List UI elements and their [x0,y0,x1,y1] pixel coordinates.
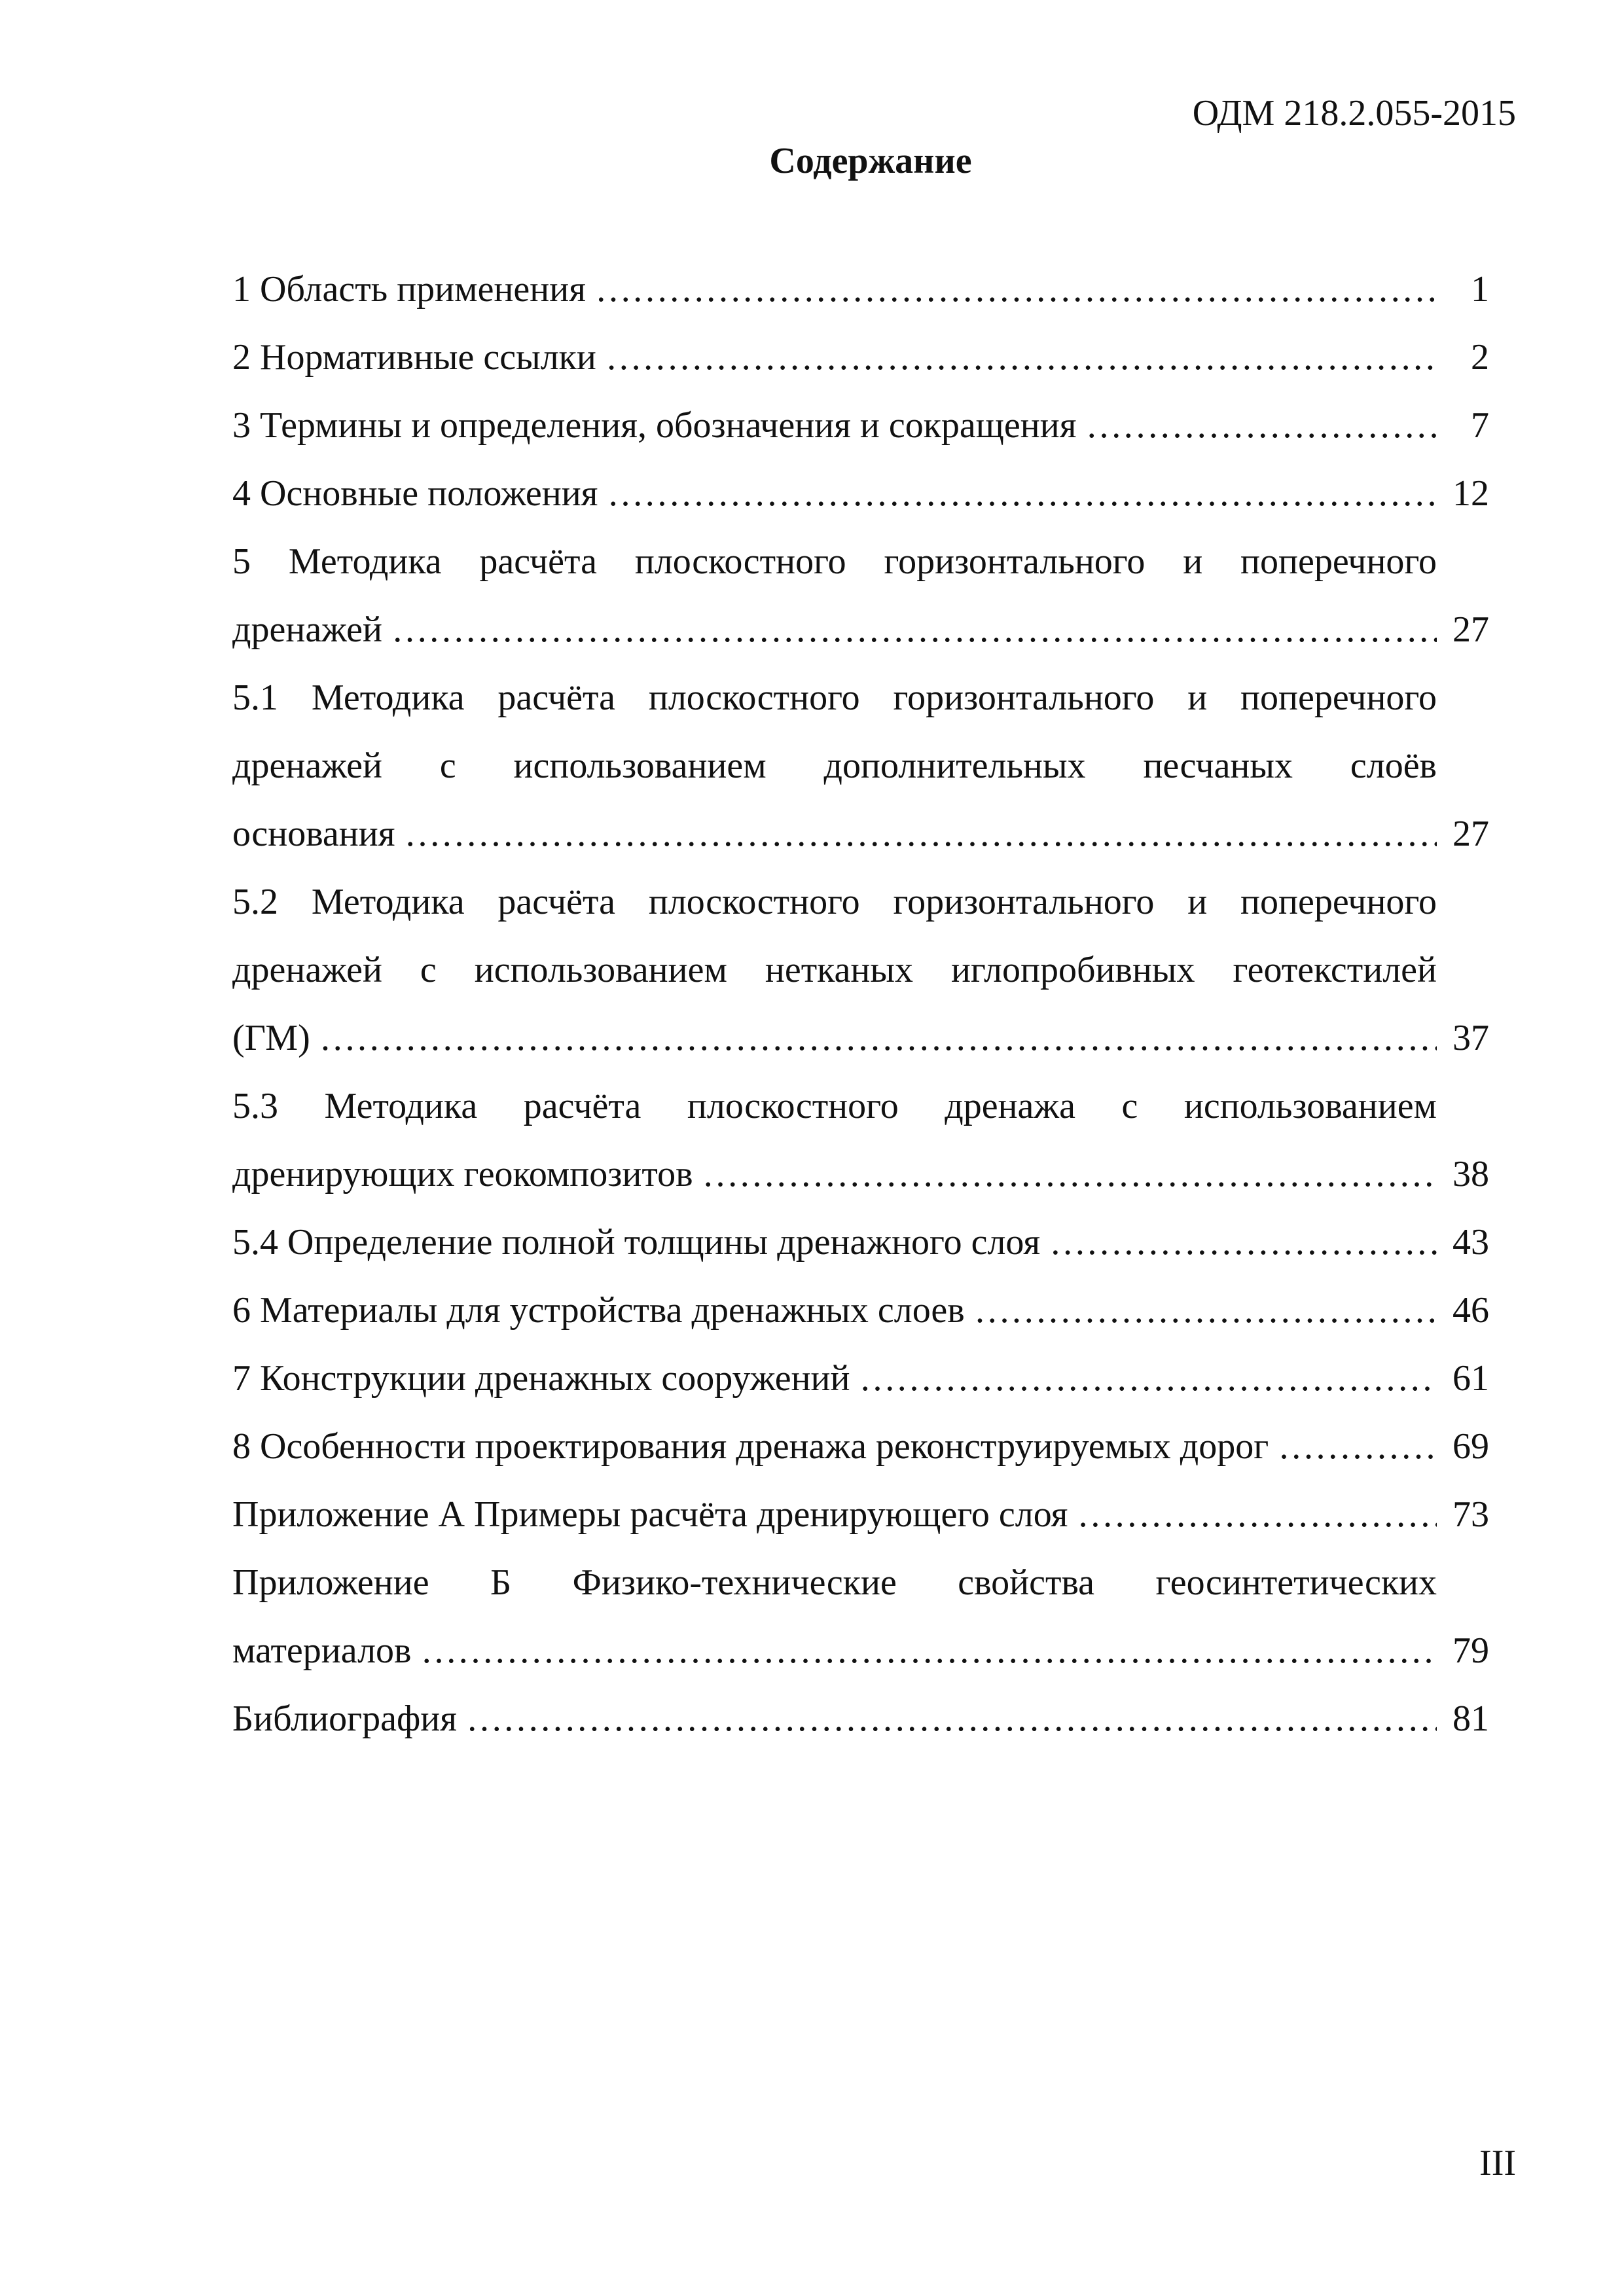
page-title: Содержание [769,141,972,181]
toc-entry-line: Приложение А Примеры расчёта дренирующего слоя [232,1494,1068,1535]
toc-entry-page: 37 [1453,1018,1489,1058]
toc-entry-line: 2 Нормативные ссылки [232,337,596,378]
toc-entry-line: (ГМ) [232,1018,310,1058]
toc-entry-title [232,528,1437,664]
toc-entry-line: дренажей [232,609,382,650]
toc-entry-title [232,1685,1437,1753]
toc-entry-title [232,323,1437,391]
toc-entry-line: 3 Термины и определения, обозначения и сокращения [232,405,1077,446]
toc-entry-page: 61 [1453,1358,1489,1399]
toc-entry-line: 1 Область применения [232,269,586,310]
dot-leader [466,1685,1437,1753]
toc-entry-page: 27 [1453,609,1489,650]
toc-entry [232,528,1489,664]
toc-entry-page: 81 [1453,1698,1489,1739]
toc-entry-line: дренажей с использованием нетканых иглопробивных геотекстилей [232,950,1437,990]
toc-entry [232,391,1489,459]
toc-entry [232,1276,1489,1344]
toc-entry [232,1344,1489,1412]
toc-entry-title [232,1276,1437,1344]
toc-entry-title [232,391,1437,459]
dot-leader [974,1276,1437,1344]
toc-entry-line: 5 Методика расчёта плоскостного горизонтального и поперечного [232,541,1437,582]
toc-entry-title [232,1344,1437,1412]
toc-entry-page: 12 [1453,473,1489,514]
dot-leader [1049,1208,1437,1276]
toc-entry [232,1480,1489,1549]
toc-entry [232,664,1489,868]
toc-entry-title [232,868,1437,1072]
toc-entry [232,1208,1489,1276]
dot-leader [859,1344,1437,1412]
toc-entry-line: 5.4 Определение полной толщины дренажного слоя [232,1222,1041,1263]
dot-leader [595,255,1437,323]
toc-entry-title [232,1480,1437,1549]
toc-entry-line: материалов [232,1630,412,1671]
toc-entry-page: 69 [1453,1426,1489,1467]
toc-entry [232,1072,1489,1208]
toc-entry-page: 7 [1471,405,1489,446]
toc-entry-page: 79 [1453,1630,1489,1671]
toc-entry-title [232,1412,1437,1480]
toc-entry-page: 2 [1471,337,1489,378]
dot-leader [605,323,1437,391]
toc-entry-line: 5.1 Методика расчёта плоскостного горизонтального и поперечного [232,677,1437,718]
toc-entry [232,459,1489,528]
toc-entry-page: 27 [1453,814,1489,854]
toc-entry-page: 1 [1471,269,1489,310]
toc-entry-line: 6 Материалы для устройства дренажных слоев [232,1290,965,1331]
toc-entry-title [232,1208,1437,1276]
dot-leader [404,800,1437,868]
toc-entry-page: 46 [1453,1290,1489,1331]
toc-entry-line: 7 Конструкции дренажных сооружений [232,1358,850,1399]
toc-entry-line: основания [232,814,395,854]
toc-entry-page: 43 [1453,1222,1489,1263]
dot-leader [391,596,1437,664]
toc-entry-title [232,1072,1437,1208]
toc-entry-line: 5.3 Методика расчёта плоскостного дренажа с использованием [232,1086,1437,1126]
dot-leader [319,1004,1437,1072]
dot-leader [702,1140,1437,1208]
dot-leader [607,459,1437,528]
toc-entry-line: 8 Особенности проектирования дренажа реконструируемых дорог [232,1426,1269,1467]
page-number: III [1479,2143,1516,2183]
toc-entry-title [232,1549,1437,1685]
toc-entry-title [232,664,1437,868]
toc-entry [232,1549,1489,1685]
toc-entry [232,1685,1489,1753]
toc-entry-line: 4 Основные положения [232,473,598,514]
document-code: ОДМ 218.2.055-2015 [1192,93,1516,134]
toc-entry-line: Приложение Б Физико-технические свойства геосинтетических [232,1562,1437,1603]
dot-leader [1077,1480,1437,1549]
dot-leader [1278,1412,1437,1480]
toc-entry-page: 73 [1453,1494,1489,1535]
toc-entry [232,868,1489,1072]
toc-entry-line: дренажей с использованием дополнительных песчаных слоёв [232,745,1437,786]
toc-entry-line: Библиография [232,1698,457,1739]
dot-leader [421,1617,1437,1685]
dot-leader [1085,391,1437,459]
toc-entry-title [232,255,1437,323]
toc-entry [232,1412,1489,1480]
table-of-contents [232,255,1489,1753]
toc-entry-line: 5.2 Методика расчёта плоскостного горизонтального и поперечного [232,882,1437,922]
toc-entry [232,255,1489,323]
toc-entry-title [232,459,1437,528]
toc-entry [232,323,1489,391]
toc-entry-line: дренирующих геокомпозитов [232,1154,693,1194]
toc-entry-page: 38 [1453,1154,1489,1194]
